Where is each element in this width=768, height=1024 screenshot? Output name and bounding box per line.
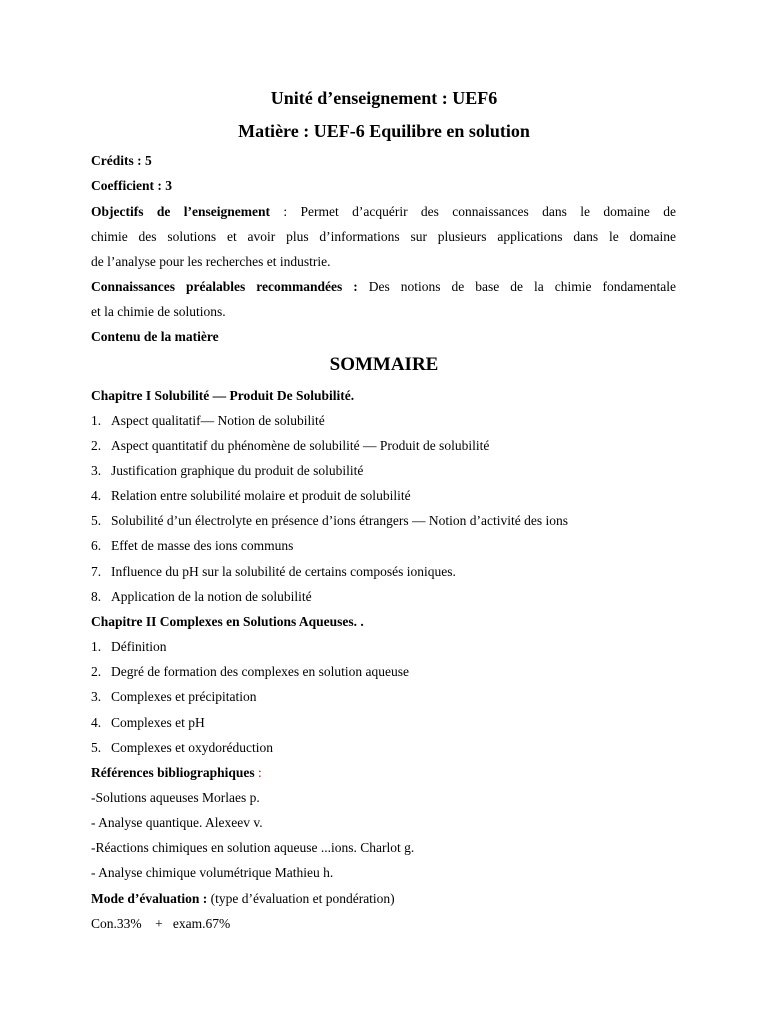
unit-title: Unité d’enseignement : UEF6: [270, 88, 498, 108]
chapter-1-item: [91, 462, 363, 480]
chapter-1-item: [91, 588, 312, 606]
chapter-2-item: [91, 739, 273, 757]
list-item-text: Influence du pH sur la solubilité de certains composés ioniques.: [111, 564, 456, 579]
list-number: 2.: [91, 664, 102, 679]
evaluation-formula: Con.33% + exam.67%: [91, 916, 231, 931]
list-number: 1.: [91, 413, 102, 428]
list-number: 4.: [91, 715, 102, 730]
chapter-1-item: [91, 563, 456, 581]
objectives-line-3: de l’analyse pour les recherches et industrie.: [91, 254, 331, 269]
chapter-1-title: Chapitre I Solubilité — Produit De Solubilité.: [91, 388, 355, 403]
list-item-text: Complexes et précipitation: [111, 689, 257, 704]
objectives-separator: :: [269, 204, 301, 219]
chapter-1-item: [91, 537, 293, 555]
list-item-text: Définition: [111, 639, 167, 654]
credits-line: Crédits : 5: [91, 153, 152, 168]
chapter-2-title: Chapitre II Complexes en Solutions Aqueuses. .: [91, 614, 364, 629]
list-number: 5.: [91, 740, 102, 755]
chapter-2-item: [91, 638, 167, 656]
prerequisites-text-1: Des notions de base de la chimie fondamentale: [357, 279, 676, 294]
list-number: 5.: [91, 513, 102, 528]
list-item-text: Aspect qualitatif— Notion de solubilité: [111, 413, 325, 428]
list-number: 6.: [91, 538, 102, 553]
reference-item: - Analyse quantique. Alexeev v.: [91, 815, 263, 830]
prerequisites-line-1: [91, 278, 676, 296]
references-label: Références bibliographiques: [91, 765, 255, 780]
evaluation-detail: (type d’évaluation et pondération): [207, 891, 395, 906]
list-item-text: Complexes et pH: [111, 715, 205, 730]
list-item-text: Complexes et oxydoréduction: [111, 740, 273, 755]
content-label: Contenu de la matière: [91, 329, 219, 344]
subject-title: Matière : UEF-6 Equilibre en solution: [238, 121, 530, 141]
reference-item: -Solutions aqueuses Morlaes p.: [91, 790, 260, 805]
objectives-line-1: [91, 203, 676, 221]
reference-item: - Analyse chimique volumétrique Mathieu h.: [91, 865, 334, 880]
list-number: 8.: [91, 589, 102, 604]
chapter-1-item: [91, 487, 411, 505]
list-item-text: Degré de formation des complexes en solution aqueuse: [111, 664, 410, 679]
list-number: 3.: [91, 689, 102, 704]
summary-title: SOMMAIRE: [329, 354, 439, 375]
evaluation-heading: [91, 890, 395, 908]
list-number: 1.: [91, 639, 102, 654]
chapter-2-item: [91, 663, 409, 681]
objectives-line-2: chimie des solutions et avoir plus d’informations sur plusieurs applications dans le domaine: [91, 229, 676, 244]
list-item-text: Effet de masse des ions communs: [111, 538, 294, 553]
evaluation-label: Mode d’évaluation :: [91, 891, 208, 906]
chapter-2-item: [91, 688, 256, 706]
coefficient-line: Coefficient : 3: [91, 178, 172, 193]
prerequisites-label: Connaissances préalables recommandées :: [91, 279, 358, 294]
list-number: 4.: [91, 488, 102, 503]
list-item-text: Relation entre solubilité molaire et produit de solubilité: [111, 488, 411, 503]
reference-item: -Réactions chimiques en solution aqueuse ...ions. Charlot g.: [91, 840, 415, 855]
list-item-text: Application de la notion de solubilité: [111, 589, 312, 604]
chapter-1-item: [91, 512, 568, 530]
list-item-text: Solubilité d’un électrolyte en présence d’ions étrangers — Notion d’activité des ions: [111, 513, 568, 528]
chapter-1-item: [91, 412, 325, 430]
list-number: 3.: [91, 463, 102, 478]
list-item-text: Justification graphique du produit de solubilité: [111, 463, 364, 478]
objectives-text-1: Permet d’acquérir des connaissances dans le domaine de: [300, 204, 676, 219]
list-item-text: Aspect quantitatif du phénomène de solubilité — Produit de solubilité: [111, 438, 490, 453]
chapter-2-item: [91, 714, 205, 732]
objectives-label: Objectifs de l’enseignement: [91, 204, 270, 219]
list-number: 7.: [91, 564, 102, 579]
references-colon: :: [254, 765, 262, 780]
references-heading: [91, 764, 262, 782]
list-number: 2.: [91, 438, 102, 453]
chapter-1-item: [91, 437, 489, 455]
prerequisites-line-2: et la chimie de solutions.: [91, 304, 226, 319]
